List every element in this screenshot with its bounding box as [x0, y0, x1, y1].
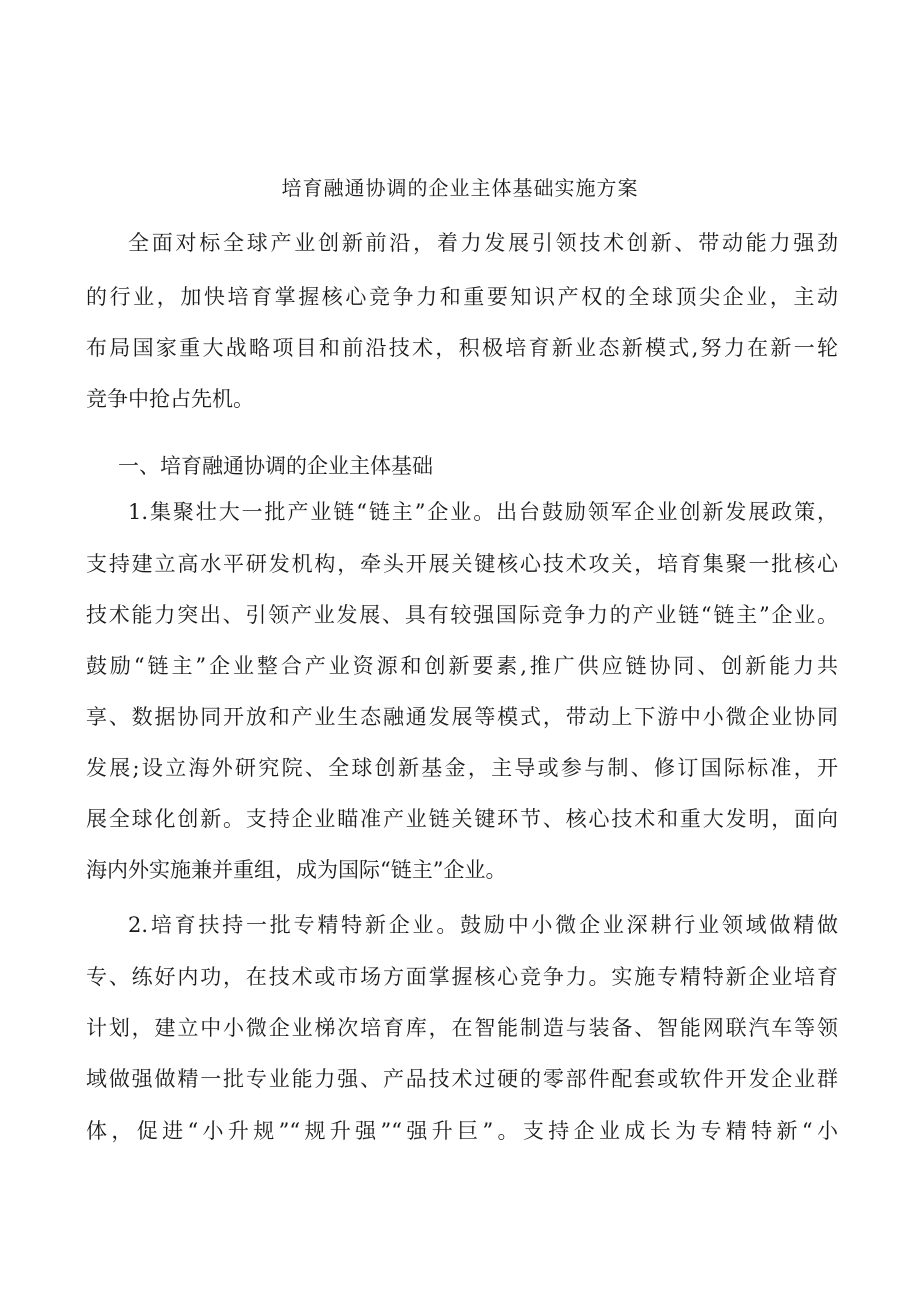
item1-line-7: 展全球化创新。支持企业瞄准产业链关键环节、核心技术和重大发明，面向 [86, 807, 838, 831]
intro-line-1: 全面对标全球产业创新前沿，着力发展引领技术创新、带动能力强劲 [128, 231, 838, 255]
item1-line-8: 海内外实施兼并重组，成为国际“链主”企业。 [86, 858, 507, 882]
section-heading: 一、培育融通协调的企业主体基础 [118, 454, 433, 478]
intro-line-3: 布局国家重大战略项目和前沿技术，积极培育新业态新模式,努力在新一轮 [86, 336, 838, 360]
item2-line-4: 域做强做精一批专业能力强、产品技术过硬的零部件配套或软件开发企业群 [86, 1067, 838, 1091]
item1-line-3: 技术能力突出、引领产业发展、具有较强国际竞争力的产业链“链主”企业。 [86, 603, 838, 627]
item1-line-4: 鼓励“链主”企业整合产业资源和创新要素,推广供应链协同、创新能力共 [86, 654, 838, 678]
item1-line-6: 发展;设立海外研究院、全球创新基金，主导或参与制、修订国际标准，开 [86, 756, 838, 780]
item1-line-1: 1.集聚壮大一批产业链“链主”企业。出台鼓励领军企业创新发展政策， [128, 500, 838, 524]
intro-line-2: 的行业，加快培育掌握核心竞争力和重要知识产权的全球顶尖企业，主动 [86, 285, 838, 309]
item2-line-2: 专、练好内功，在技术或市场方面掌握核心竞争力。实施专精特新企业培育 [86, 965, 838, 989]
item2-line-5: 体，促进“小升规”“规升强”“强升巨”。支持企业成长为专精特新“小 [86, 1119, 838, 1143]
item2-line-1: 2.培育扶持一批专精特新企业。鼓励中小微企业深耕行业领域做精做 [128, 913, 838, 937]
item1-line-5: 享、数据协同开放和产业生态融通发展等模式，带动上下游中小微企业协同 [86, 705, 838, 729]
document-title: 培育融通协调的企业主体基础实施方案 [281, 176, 639, 200]
item1-line-2: 支持建立高水平研发机构，牵头开展关键核心技术攻关，培育集聚一批核心 [86, 552, 838, 576]
intro-line-4: 竞争中抢占先机。 [86, 387, 254, 411]
item2-line-3: 计划，建立中小微企业梯次培育库，在智能制造与装备、智能网联汽车等领 [86, 1016, 838, 1040]
